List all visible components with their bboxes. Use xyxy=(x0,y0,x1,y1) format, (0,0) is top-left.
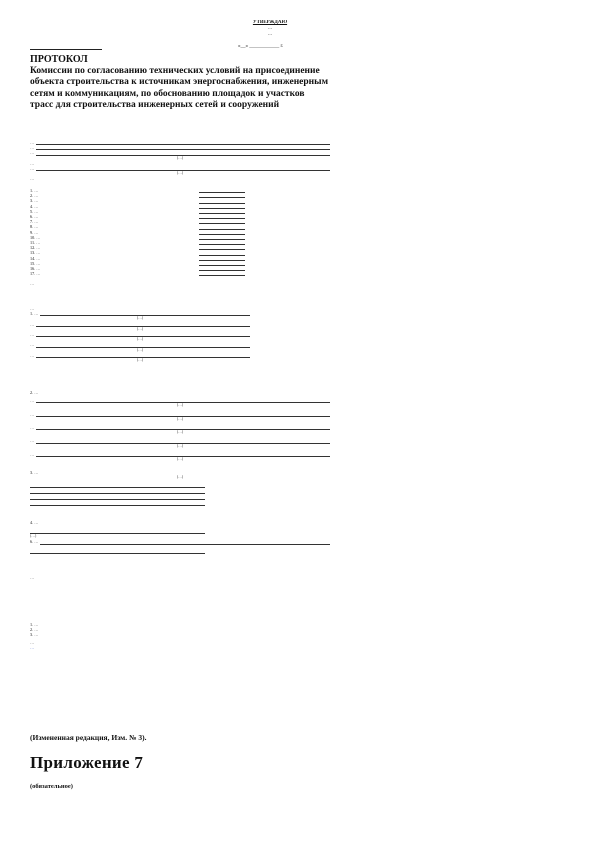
protocol-word: ПРОТОКОЛ xyxy=(30,54,88,65)
field-caption: (…) xyxy=(136,326,144,331)
item-2-row: … xyxy=(30,398,330,403)
field-caption: (…) xyxy=(136,337,144,342)
list-item: 17. … xyxy=(30,271,245,276)
field-caption: (…) xyxy=(176,416,184,421)
attachment-item: 2. … xyxy=(30,627,39,633)
list-item: 7. … xyxy=(30,219,245,224)
approval-line-1: … xyxy=(267,26,273,31)
item-3-text: 3. … xyxy=(30,470,39,475)
list-item: 9. … xyxy=(30,230,245,235)
intro-block xyxy=(30,140,330,182)
protocol-number-line xyxy=(30,44,102,50)
item-2-row: … xyxy=(30,412,330,417)
field-caption: (…) xyxy=(136,316,144,321)
intro-row: … xyxy=(30,160,35,166)
list-item: 8. … xyxy=(30,224,245,229)
decisions-heading: … xyxy=(30,306,35,311)
intro-row: … xyxy=(30,150,330,155)
amendment-link-row xyxy=(30,645,330,650)
item-6-row: 6. … xyxy=(30,539,330,544)
item-2-row: … xyxy=(30,425,330,430)
list-item: 11. … xyxy=(30,240,245,245)
field-caption: (…) xyxy=(176,155,184,160)
item-4-text: 4. … xyxy=(30,520,39,525)
intro-row: … xyxy=(30,176,35,182)
field-caption: (…) xyxy=(136,358,144,363)
edition-note: (Измененная редакция, Изм. № 3). xyxy=(30,733,147,742)
footer-paragraph-block xyxy=(30,575,330,580)
field-caption: (…) xyxy=(30,534,37,539)
decision-row: 1. … xyxy=(30,311,250,316)
item-2-text: 2. … xyxy=(30,390,39,395)
blank-line xyxy=(30,548,205,554)
approval-block xyxy=(190,20,350,38)
list-item: 1. … xyxy=(30,188,245,193)
field-caption: (…) xyxy=(136,347,144,352)
decision-row: … xyxy=(30,322,250,327)
field-caption: (…) xyxy=(176,171,184,176)
approval-date: «__» ____________ г. xyxy=(238,44,284,49)
field-caption: (…) xyxy=(176,475,184,480)
blank-line xyxy=(30,44,102,50)
list-item: 14. … xyxy=(30,256,245,261)
item-3-block xyxy=(30,470,330,506)
approval-heading: УТВЕРЖДАЮ xyxy=(252,20,288,25)
amendment-link[interactable]: … xyxy=(30,644,35,650)
document-title xyxy=(30,54,330,112)
decision-row: … xyxy=(30,332,250,337)
footer-paragraph: … xyxy=(30,575,35,580)
intro-row: … xyxy=(30,140,330,145)
attachment-item: 3. … xyxy=(30,632,39,638)
list-item: 6. … xyxy=(30,214,245,219)
list-item: 2. … xyxy=(30,193,245,198)
list-item: 16. … xyxy=(30,266,245,271)
decisions-block xyxy=(30,306,250,363)
list-item: 5. … xyxy=(30,209,245,214)
item-4-block xyxy=(30,520,330,554)
approval-line-2: … xyxy=(267,32,273,37)
list-item: 4. … xyxy=(30,204,245,209)
field-caption: (…) xyxy=(176,457,184,462)
signature-row: … xyxy=(30,639,35,645)
field-caption: (…) xyxy=(176,430,184,435)
members-list xyxy=(30,188,245,276)
list-item: 10. … xyxy=(30,235,245,240)
decision-row: … xyxy=(30,342,250,347)
list-item: 12. … xyxy=(30,245,245,250)
appendix-status: (обязательное) xyxy=(30,783,73,790)
item-2-row: … xyxy=(30,452,330,457)
list-item: 15. … xyxy=(30,261,245,266)
intro-row: … xyxy=(30,145,330,150)
list-item: 3. … xyxy=(30,198,245,203)
field-caption: (…) xyxy=(176,403,184,408)
appendix-heading: Приложение 7 xyxy=(30,753,144,772)
attachments-block xyxy=(30,622,330,650)
field-caption: (…) xyxy=(176,443,184,448)
item-2-row: … xyxy=(30,438,330,443)
item-2-block xyxy=(30,390,330,462)
intro-row: … xyxy=(30,166,330,171)
attachment-item: 1. … xyxy=(30,622,39,627)
list-item: 13. … xyxy=(30,250,245,255)
protocol-title-text: Комиссии по согласованию технических условий на присоединение объекта строительства к источникам энергоснабжения, инженерным сетям и коммуникациям, по обоснованию площадок и участков трасс для строительства инженерных сетей и сооружений xyxy=(30,65,329,110)
section-paragraph: … xyxy=(30,281,35,286)
decision-row: … xyxy=(30,353,250,358)
blank-line xyxy=(30,500,205,506)
